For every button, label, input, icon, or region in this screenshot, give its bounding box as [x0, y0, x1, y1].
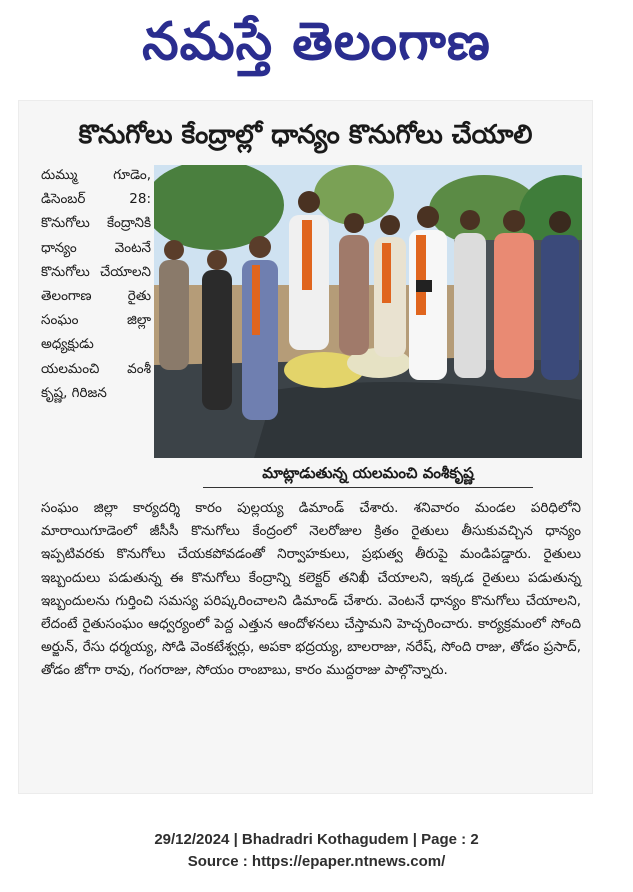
- article-headline: కొనుగోలు కేంద్రాల్లో ధాన్యం కొనుగోలు చేయాలి: [78, 120, 533, 150]
- article-body: సంఘం జిల్లా కార్యదర్శి కారం పుల్లయ్య డిమాండ్ చేశారు. శనివారం మండల పరిధిలోని మారాయిగూడెంలో జీసీసీ కొనుగోలు కేంద్రంలో నెలరోజుల క్రితం రైతులు తీసుకువచ్చిన ధాన్యం ఇప్పటివరకు కొనుగోలు చేయకపోవడంతో నిర్వాహకులు, ప్రభుత్వ తీరుపై మండిపడ్డారు. రైతులు ఇబ్బందులు పడుతున్న ఈ కొనుగోలు కేంద్రాన్ని కలెక్టర్ తనిఖీ చేయాలని, ఇక్కడ రైతులు పడుతున్న ఇబ్బందులను గుర్తించి సమస్య పరిష్కరించాలని డిమాండ్ చేశారు. వెంటనే ధాన్యం కొనుగోలు చేయాలని, లేదంటే రైతుసంఘం ఆధ్వర్యంలో పెద్ద ఎత్తున ఆందోళనలు చేస్తామని హెచ్చరించారు. కార్యక్రమంలో సోంది అర్జున్, రేసు ధర్మయ్య, సోడి వెంకటేశ్వర్లు, అపకా భద్రయ్య, బాలరాజు, నరేష్, సోంది రాజు, తోడం ప్రసాద్, తోడం జోగా రావు, గంగరాజు, సోయం రాంబాబు, కారం ముద్దరాజు పాల్గొన్నారు.: [41, 500, 581, 679]
- photo-caption: మాట్లాడుతున్న యలమంచి వంశీకృష్ణ: [203, 459, 533, 488]
- news-photo: [154, 165, 582, 458]
- source-link[interactable]: Source : https://epaper.ntnews.com/: [187, 853, 446, 870]
- news-clipping: [18, 100, 593, 794]
- article-lead-column: దుమ్ము గూడెం, డిసెంబర్ 28: కొనుగోలు కేంద్రానికి ధాన్యం వెంటనే కొనుగోలు చేయాలని తెలంగాణ రైతు సంఘం జిల్లా అధ్యక్షుడు యలమంచి వంశీ కృష్ణ, గిరిజన: [41, 167, 151, 401]
- page-footer: [0, 830, 633, 874]
- edition-info: 29/12/2024 | Bhadradri Kothagudem | Page : 2: [154, 831, 479, 848]
- newspaper-masthead: నమస్తే తెలంగాణ: [142, 12, 491, 72]
